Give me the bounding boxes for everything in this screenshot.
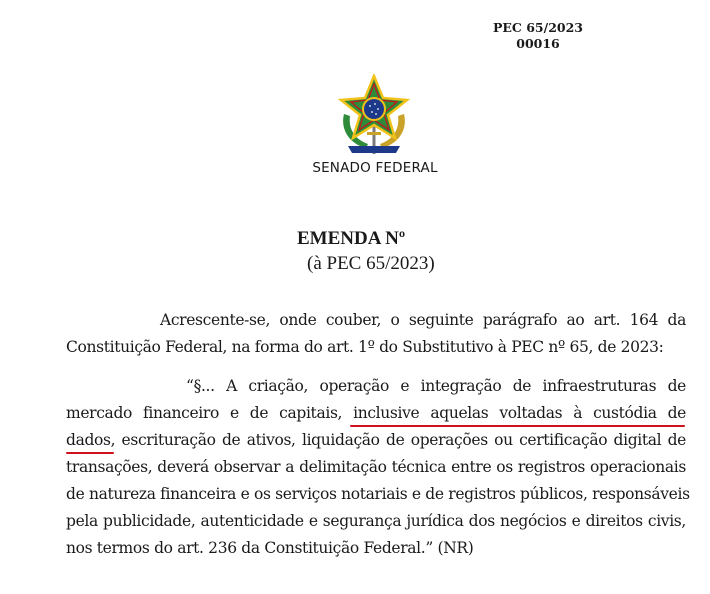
quote-line: nos termos do art. 236 da Constituição Federal.” (NR) <box>66 539 474 557</box>
intro-line: Constituição Federal, na forma do art. 1º do Substitutivo à PEC nº 65, de 2023: <box>66 338 664 356</box>
quote-line: mercado financeiro e de capitais, inclusive aquelas voltadas à custódia de <box>66 404 686 422</box>
coat-of-arms-icon <box>334 74 414 158</box>
amendment-subtitle: (à PEC 65/2023) <box>307 253 435 274</box>
intro-paragraph <box>66 307 686 361</box>
quote-line: pela publicidade, autenticidade e segurança jurídica dos negócios e direitos civis, <box>66 512 686 530</box>
document-reference <box>470 20 606 52</box>
intro-line: Acrescente-se, onde couber, o seguinte parágrafo ao art. 164 da <box>160 311 686 329</box>
quote-line: transações, deverá observar a delimitação técnica entre os registros operacionais <box>66 458 686 476</box>
quote-line: de natureza financeira e os serviços notariais e de registros públicos, responsáveis <box>66 485 690 503</box>
proposal-reference: PEC 65/2023 <box>493 20 583 35</box>
highlight-underline <box>66 452 114 454</box>
institution-name: SENADO FEDERAL <box>312 160 438 176</box>
highlight-underline <box>350 425 685 427</box>
quoted-paragraph <box>66 373 690 562</box>
quote-line: dados, escrituração de ativos, liquidação de operações ou certificação digital de <box>66 431 686 449</box>
amendment-title: EMENDA Nº <box>297 228 406 249</box>
quote-line: “§... A criação, operação e integração de infraestruturas de <box>186 377 686 395</box>
amendment-code: 00016 <box>516 36 560 51</box>
